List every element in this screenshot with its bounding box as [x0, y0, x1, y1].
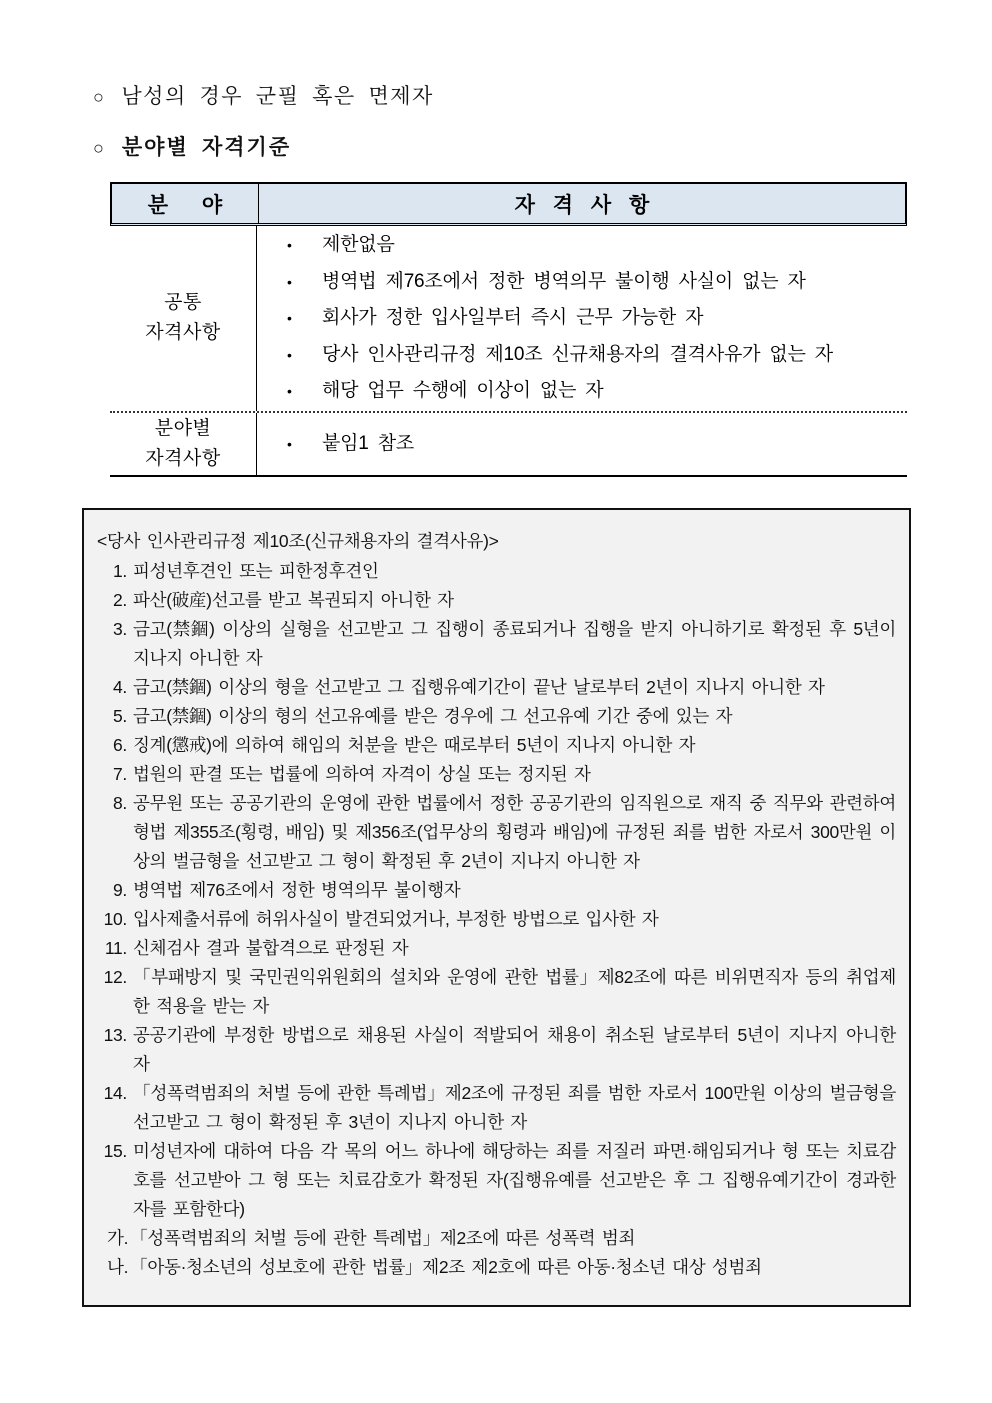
circle-marker-icon: ○	[93, 87, 106, 107]
item-text: 파산(破産)선고를 받고 복권되지 아니한 자	[133, 590, 454, 610]
notice-item	[97, 673, 896, 702]
item-number: 11.	[104, 938, 127, 958]
bullet-text: 남성의 경우 군필 혹은 면제자	[121, 84, 434, 108]
bullet-icon: •	[287, 346, 292, 363]
item-number: 8.	[113, 793, 127, 813]
qualification-items-cell	[257, 226, 907, 411]
bullet-icon: •	[287, 237, 292, 253]
item-number: 10.	[103, 909, 127, 929]
table-row-common	[110, 226, 907, 411]
item-text: 금고(禁錮) 이상의 형을 선고받고 그 집행유예기간이 끝난 날로부터 2년이 지나지 아니한 자	[133, 677, 825, 697]
item-text: 「성폭력범죄의 처벌 등에 관한 특례법」제2조에 따른 성폭력 범죄	[130, 1228, 636, 1248]
top-bullet-list	[0, 0, 992, 161]
item-text: 「성폭력범죄의 처벌 등에 관한 특례법」제2조에 규정된 죄를 범한 자로서 100만원 이상의 벌금형을 선고받고 그 형이 확정된 후 3년이 지나지 아니한 자	[133, 1083, 896, 1132]
notice-item	[97, 557, 896, 586]
qualification-items-cell	[257, 413, 907, 475]
item-text: 병역법 제76조에서 정한 병역의무 불이행자	[133, 880, 461, 900]
item-text: 「부패방지 및 국민권익위원회의 설치와 운영에 관한 법률」제82조에 따른 비위면직자 등의 취업제한 적용을 받는 자	[133, 967, 896, 1016]
item-number: 13.	[103, 1025, 127, 1045]
notice-item	[97, 876, 896, 905]
notice-subitem	[107, 1224, 896, 1253]
item-text: 법원의 판결 또는 법률에 의하여 자격이 상실 또는 정지된 자	[133, 764, 591, 784]
item-text: 「아동·청소년의 성보호에 관한 법률」제2조 제2호에 따른 아동·청소년 대상 성범죄	[130, 1257, 762, 1277]
qualification-item: • 해당 업무 수행에 이상이 없는 자	[287, 373, 907, 410]
notice-item	[97, 731, 896, 760]
item-number: 가.	[107, 1228, 129, 1248]
section-title: 분야별 자격기준	[121, 135, 292, 159]
item-text: 금고(禁錮) 이상의 실형을 선고받고 그 집행이 종료되거나 집행을 받지 아니하기로 확정된 후 5년이 지나지 아니한 자	[133, 619, 896, 668]
item-number: 12.	[103, 967, 127, 987]
item-number: 5.	[113, 706, 127, 726]
item-number: 4.	[113, 677, 127, 697]
notice-item	[97, 934, 896, 963]
notice-item	[97, 615, 896, 673]
bullet-icon: •	[287, 435, 292, 452]
bullet-line-criteria-title	[93, 131, 992, 161]
bullet-icon: •	[287, 273, 292, 290]
notice-title: <당사 인사관리규정 제10조(신규채용자의 결격사유)>	[97, 531, 499, 551]
item-number: 15.	[103, 1141, 127, 1161]
notice-item	[97, 963, 896, 1021]
item-text: 공무원 또는 공공기관의 운영에 관한 법률에서 정한 공공기관의 임직원으로 재직 중 직무와 관련하여 형법 제355조(횡령, 배임) 및 제356조(업무상의 횡령과 배임)에 규정된 죄를 범한 자로서 300만원 이상의 벌금형을 선고받고 그 형이 확정된 후 2년이 지나지 아니한 자	[133, 793, 896, 871]
table-header-row	[110, 184, 907, 226]
category-line: 공통	[164, 292, 202, 314]
notice-item	[97, 1021, 896, 1079]
qualification-item: • 병역법 제76조에서 정한 병역의무 불이행 사실이 없는 자	[287, 264, 907, 301]
item-text: 미성년자에 대하여 다음 각 목의 어느 하나에 해당하는 죄를 저질러 파면·해임되거나 형 또는 치료감호를 선고받아 그 형 또는 치료감호가 확정된 자(집행유예를 선고받은 후 그 집행유예기간이 경과한 자를 포함한다)	[133, 1141, 896, 1219]
qualification-item: • 붙임1 참조	[287, 427, 907, 461]
item-number: 7.	[113, 764, 127, 784]
circle-marker-icon: ○	[93, 138, 106, 158]
table-header-qualification: 자 격 사 항	[514, 193, 656, 217]
category-line: 자격사항	[145, 322, 221, 344]
item-number: 나.	[107, 1257, 129, 1277]
notice-item	[97, 789, 896, 876]
category-cell-field-specific	[110, 413, 257, 475]
table-row-field-specific	[110, 411, 907, 475]
item-text: 금고(禁錮) 이상의 형의 선고유예를 받은 경우에 그 선고유예 기간 중에 있는 자	[133, 706, 733, 726]
item-text: 공공기관에 부정한 방법으로 채용된 사실이 적발되어 채용이 취소된 날로부터 5년이 지나지 아니한 자	[133, 1025, 896, 1074]
notice-item	[97, 905, 896, 934]
item-text: 신체검사 결과 불합격으로 판정된 자	[133, 938, 409, 958]
table-header-field: 분 야	[112, 184, 259, 223]
notice-item	[97, 1079, 896, 1137]
qualification-item: • 제한없음	[287, 227, 907, 264]
qualification-table	[110, 182, 907, 477]
item-number: 14.	[103, 1083, 127, 1103]
notice-item	[97, 1137, 896, 1224]
item-number: 9.	[113, 880, 127, 900]
notice-item	[97, 760, 896, 789]
category-cell-common	[110, 226, 257, 411]
notice-subitem	[107, 1253, 896, 1282]
bullet-icon: •	[287, 383, 292, 399]
notice-item	[97, 702, 896, 731]
item-text: 피성년후견인 또는 피한정후견인	[133, 561, 379, 581]
bullet-icon: •	[287, 310, 292, 326]
item-number: 6.	[113, 735, 127, 755]
notice-item	[97, 586, 896, 615]
category-line: 분야별	[154, 417, 212, 439]
qualification-item: • 당사 인사관리규정 제10조 신규채용자의 결격사유가 없는 자	[287, 337, 907, 374]
qualification-item: • 회사가 정한 입사일부터 즉시 근무 가능한 자	[287, 300, 907, 337]
item-number: 1.	[113, 561, 127, 581]
item-text: 징계(懲戒)에 의하여 해임의 처분을 받은 때로부터 5년이 지나지 아니한 자	[133, 735, 696, 755]
item-number: 2.	[113, 590, 127, 610]
category-line: 자격사항	[145, 447, 221, 469]
item-text: 입사제출서류에 허위사실이 발견되었거나, 부정한 방법으로 입사한 자	[133, 909, 659, 929]
item-number: 3.	[113, 619, 127, 639]
bullet-line-military	[93, 80, 992, 110]
disqualification-notice-box	[82, 508, 911, 1307]
